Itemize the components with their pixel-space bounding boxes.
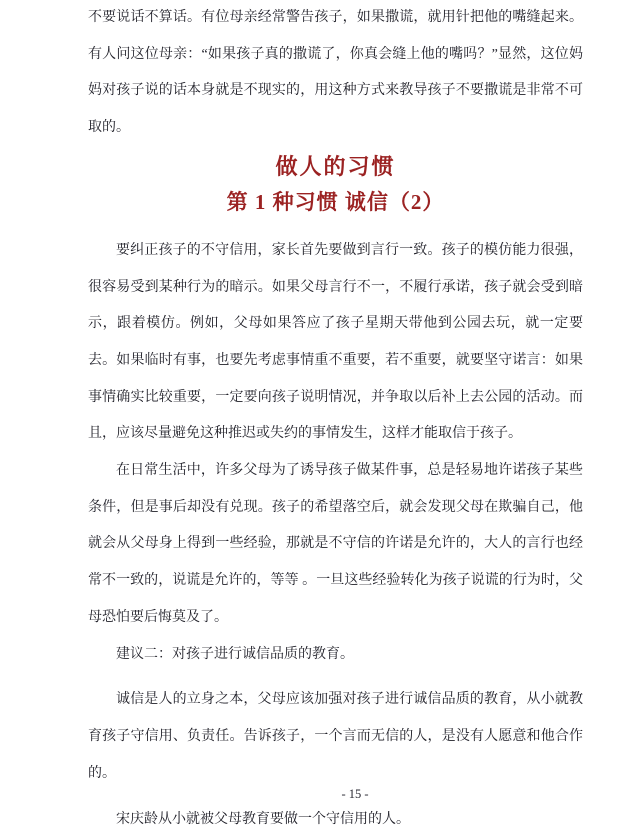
section-subtitle: 第 1 种习惯 诚信（2）: [226, 189, 445, 214]
intro-paragraph: 不要说话不算话。有位母亲经常警告孩子，如果撒谎，就用针把他的嘴缝起来。有人问这位母亲：“如果孩子真的撒谎了，你真会缝上他的嘴吗？”显然，这位妈妈对孩子说的话本身就是不现实的，用这种方式来教导孩子不要撒谎是非常不可取的。: [88, 10, 583, 136]
page-number: - 15 -: [341, 787, 369, 801]
paragraph-daily-life: 在日常生活中，许多父母为了诱导孩子做某件事，总是轻易地许诺孩子某些条件，但是事后却没有兑现。孩子的希望落空后，就会发现父母在欺骗自己，他就会从父母身上得到一些经验，那就是不守信的许诺是允许的，大人的言行也经常不一致的，说谎是允许的，等等 。一旦这些经验转化为孩子说谎的行为时，父母恐怕要后悔莫及了。: [88, 463, 583, 625]
paragraph-song-qingling: 宋庆龄从小就被父母教育要做一个守信用的人。: [116, 812, 410, 828]
paragraph-suggestion-two: 建议二：对孩子进行诚信品质的教育。: [116, 646, 354, 662]
chapter-title: 做人的习惯: [275, 153, 396, 179]
paragraph-correct-behavior: 要纠正孩子的不守信用，家长首先要做到言行一致。孩子的模仿能力很强，很容易受到某种行为的暗示。如果父母言行不一，不履行承诺，孩子就会受到暗示，跟着模仿。例如，父母如果答应了孩子星期天带他到公园去玩，就一定要去。如果临时有事，也要先考虑事情重不重要，若不重要，就要坚守诺言：如果事情确实比较重要，一定要向孩子说明情况，并争取以后补上去公园的活动。而且，应该尽量避免这种推迟或失约的事情发生，这样才能取信于孩子。: [88, 242, 583, 442]
paragraph-integrity-education: 诚信是人的立身之本，父母应该加强对孩子进行诚信品质的教育，从小就教育孩子守信用、负责任。告诉孩子，一个言而无信的人，是没有人愿意和他合作的。: [88, 692, 583, 781]
page-footer: [0, 786, 638, 806]
